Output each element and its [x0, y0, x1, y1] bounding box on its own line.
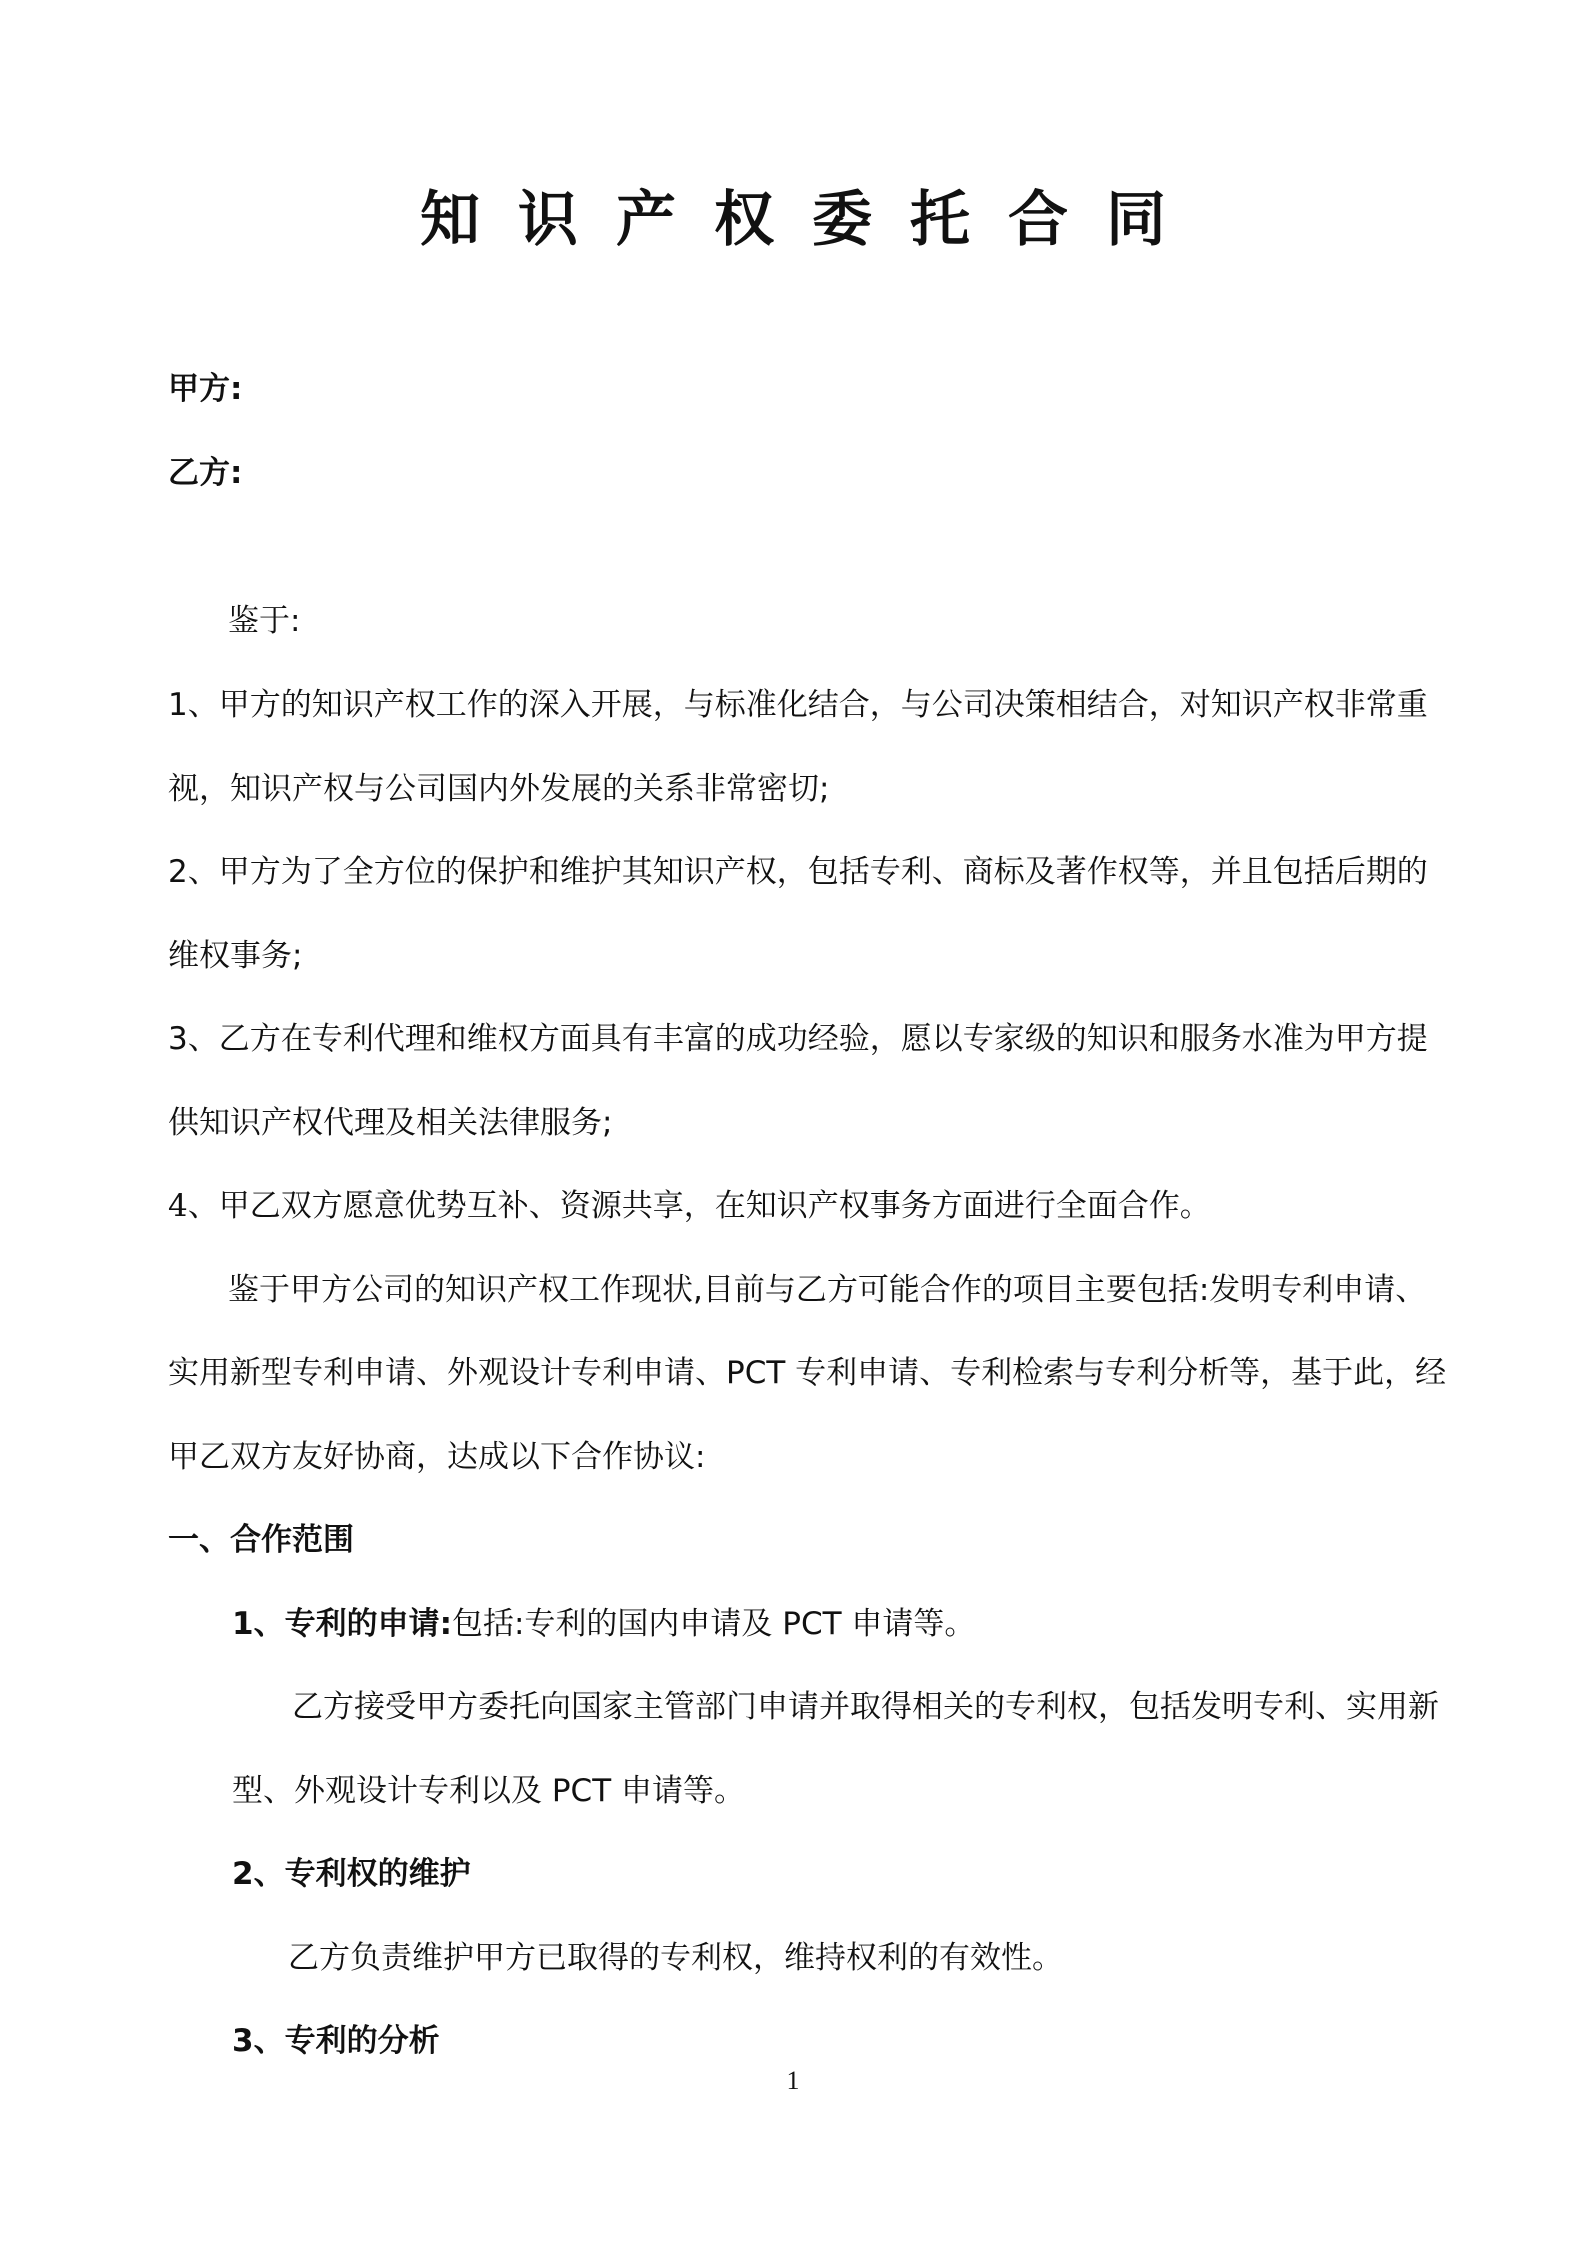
- item4-number: 4: [168, 1188, 188, 1224]
- item2-line1: 2、甲方为了全方位的保护和维护其知识产权，包括专利、商标及著作权等，并且包括后期的: [168, 854, 1428, 890]
- intro-paragraph-line3: 甲乙双方友好协商，达成以下合作协议:: [168, 1439, 706, 1475]
- contract-title: 知识产权委托合同: [420, 185, 1204, 255]
- item1-line2: 视，知识产权与公司国内外发展的关系非常密切;: [168, 771, 830, 807]
- sub3-heading: 3、专利的分析: [232, 2023, 440, 2059]
- item4-line: [168, 1184, 1468, 1228]
- party-a-label: 甲方:: [168, 371, 243, 407]
- sub1-paragraph-line1: 乙方接受甲方委托向国家主管部门申请并取得相关的专利权，包括发明专利、实用新: [292, 1689, 1439, 1725]
- item3-line2: 供知识产权代理及相关法律服务;: [168, 1105, 613, 1141]
- sub1-paragraph-line2: 型、外观设计专利以及 PCT 申请等。: [232, 1773, 745, 1809]
- item2-line2: 维权事务;: [168, 938, 303, 974]
- sub1-text: 包括:专利的国内申请及 PCT 申请等。: [451, 1606, 976, 1642]
- item1-line1: 1、甲方的知识产权工作的深入开展，与标准化结合，与公司决策相结合，对知识产权非常重: [168, 687, 1428, 723]
- item4-text: 、甲乙双方愿意优势互补、资源共享，在知识产权事务方面进行全面合作。: [187, 1188, 1211, 1224]
- sub2-heading: 2、专利权的维护: [232, 1856, 471, 1892]
- sub1-line: [232, 1602, 1532, 1646]
- intro-paragraph-line2: 实用新型专利申请、外观设计专利申请、PCT 专利申请、专利检索与专利分析等，基于此，经: [168, 1355, 1447, 1391]
- page-number: 1: [786, 2066, 800, 2095]
- sub2-paragraph: 乙方负责维护甲方已取得的专利权，维持权利的有效性。: [288, 1940, 1063, 1976]
- intro-paragraph-line1: 鉴于甲方公司的知识产权工作现状,目前与乙方可能合作的项目主要包括:发明专利申请、: [228, 1272, 1427, 1308]
- whereas-label: 鉴于:: [228, 603, 301, 639]
- item3-line1: 3、乙方在专利代理和维权方面具有丰富的成功经验，愿以专家级的知识和服务水准为甲方提: [168, 1021, 1428, 1057]
- section1-heading: 一、合作范围: [168, 1522, 354, 1558]
- party-b-label: 乙方:: [168, 455, 243, 491]
- sub1-heading: 1、专利的申请:: [232, 1606, 452, 1642]
